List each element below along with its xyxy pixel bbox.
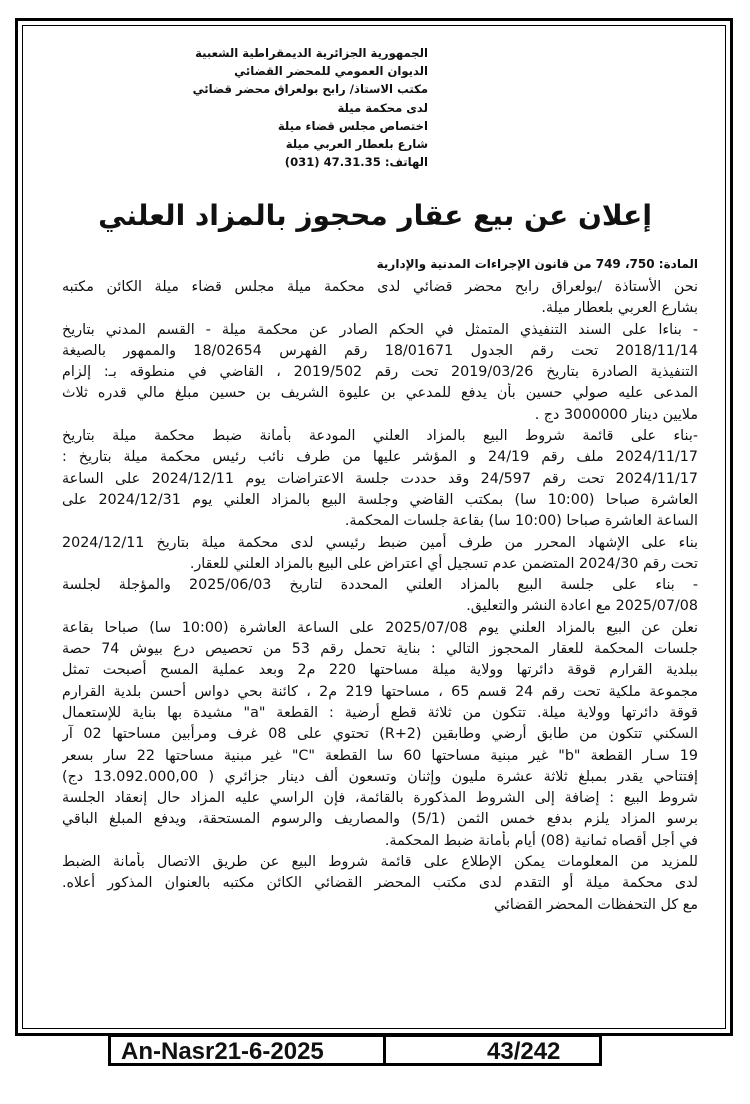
body-line: جلسات المحكمة للعقار المحجوز التالي : بناية تحمل رقم 53 من تحصيص درع بيوش 74 حصة [62, 641, 698, 658]
publication-source: An-Nasr21-6-2025 [121, 1038, 324, 1065]
body-line: 2018/11/14 تحت رقم الجدول 18/01671 رقم الفهرس 18/02654 والممهور بالصيغة [62, 342, 698, 359]
footer-divider [383, 1037, 386, 1063]
body-line: - بناء على جلسة البيع بالمزاد العلني المحددة لتاريخ 2025/06/03 والمؤجلة لجلسة [62, 577, 698, 594]
body-line: إفتتاحي يقدر بمبلغ ثلاثة عشرة مليون وإثنان وتسعون ألف دينار جزائري ( 13.092.000,00 دج) [62, 768, 698, 785]
body-line: التنفيذية الصادرة بتاريخ 2019/03/26 تحت رقم 2019/502 ، القاضي في منطوقه بـ: إلزام [62, 364, 698, 381]
body-line: -بناء على قائمة شروط البيع بالمزاد العلني المودعة بأمانة ضبط محكمة ميلة بتاريخ [62, 428, 698, 445]
header-line: الهاتف: 47.31.35 (031) [284, 155, 428, 170]
body-line: شروط البيع : إضافة إلى الشروط المذكورة بالقائمة، فإن الراسي عليه المزاد حال إنعقاد الجلسة [62, 790, 698, 807]
body-line: بشارع العربي بلعطار ميلة. [541, 300, 698, 317]
body-line: مع كل التحفظات المحضر القضائي [493, 896, 698, 913]
body-line: مجموعة ملكية تحت رقم 24 قسم 65 ، مساحتها 219 م2 ، كائنة بحي دواس أحسن بلدية القرارم [62, 683, 698, 700]
body-line: 19 سـار القطعة "b" غير مبنية مساحتها 60 سا القطعة "C" غير مبنية مساحتها 22 سار بسعر [62, 747, 698, 764]
header-line: لدى محكمة ميلة [337, 100, 428, 115]
body-line: المدعى عليه صولي حسين بأن يدفع للمدعي بن عليوة الشريف بن حسين مبلغ مالي قدره ثلاث [62, 385, 698, 402]
publication-number: 43/242 [487, 1038, 561, 1065]
header-line: اختصاص مجلس قضاء ميلة [277, 118, 428, 133]
body-line: قوقة دائرتها وولاية ميلة. تتكون من ثلاثة قطع أرضية : القطعة "a" مشيدة بها بناية للإستعمال [62, 704, 698, 721]
notice-title: إعلان عن بيع عقار محجوز بالمزاد العلني [98, 199, 652, 232]
body-line: للمزيد من المعلومات يمكن الإطلاع على قائمة شروط البيع عن طريق الاتصال بأمانة الضبط [62, 854, 698, 871]
article-reference: المادة: 750، 749 من قانون الإجراءات المدنية والإدارية [376, 257, 698, 271]
body-line: ببلدية القرارم قوقة دائرتها وولاية ميلة مساحتها 220 م2 وبعد عملية المسح أصبحت تمثل [62, 662, 698, 679]
body-line: - بناءا على السند التنفيذي المتمثل في الحكم الصادر عن محكمة ميلة - القسم المدني بتاريخ [62, 321, 698, 338]
header-line: شارع بلعطار العربي ميلة [285, 137, 428, 152]
body-line: 2024/11/17 تحت رقم 24/597 وقد حددت جلسة الاعتراضات يوم 2024/12/11 على الساعة [62, 470, 698, 487]
issuer-header [108, 44, 428, 171]
body-line: بناء على الإشهاد المحرر من طرف أمين ضبط رئيسي لدى محكمة ميلة بتاريخ 2024/12/11 [62, 534, 698, 551]
body-line: العاشرة صباحا (10:00 سا) بمكتب القاضي وجلسة البيع بالمزاد العلني يوم 2024/12/31 على [62, 491, 698, 508]
body-line: 2024/11/17 ملف رقم 24/19 و المؤشر عليها من طرف نائب رئيس محكمة ميلة بتاريخ : [62, 449, 698, 466]
body-line: برسو المزاد يلزم بدفع خمس الثمن (5/1) والمصاريف والرسوم المستحقة، ويدفع المبلغ الباقي [62, 811, 698, 828]
body-line: في أجل أقصاه ثمانية (08) أيام بأمانة ضبط المحكمة. [384, 832, 698, 849]
body-line: لدى محكمة ميلة أو التقدم لدى مكتب المحضر القضائي الكائن مكتبه بالعنوان المذكور أعلاه. [62, 875, 698, 892]
body-line: 2025/07/08 مع اعادة النشر والتعليق. [466, 598, 698, 615]
notice-body [62, 277, 698, 916]
header-line: الديوان العمومي للمحضر القضائي [234, 64, 428, 79]
body-line: ملايين دينار 3000000 دج . [534, 406, 698, 423]
body-line: تحت رقم 2024/30 المتضمن عدم تسجيل أي اعتراض على البيع بالمزاد العلني للعقار. [189, 555, 698, 572]
body-line: السكني تتكون من طابق أرضي وطابقين (R+2) تحتوي على 08 غرف ومرأبين مساحتها 02 آر [62, 726, 698, 743]
body-line: نعلن عن البيع بالمزاد العلني يوم 2025/07/08 على الساعة العاشرة (10:00 سا) صباحا بقاعة [62, 619, 698, 636]
header-line: مكتب الاستاذ/ رابح بولعراق محضر قضائي [192, 82, 428, 97]
body-line: الساعة العاشرة صباحا (10:00 سا) بقاعة جلسات المحكمة. [344, 513, 698, 530]
body-line: نحن الأستاذة /بولعراق رابح محضر قضائي لدى محكمة ميلة مجلس قضاء ميلة الكائن مكتبه [62, 279, 698, 295]
publication-footer [108, 1034, 602, 1066]
header-line: الجمهورية الجزائرية الديمقراطية الشعبية [195, 46, 428, 60]
